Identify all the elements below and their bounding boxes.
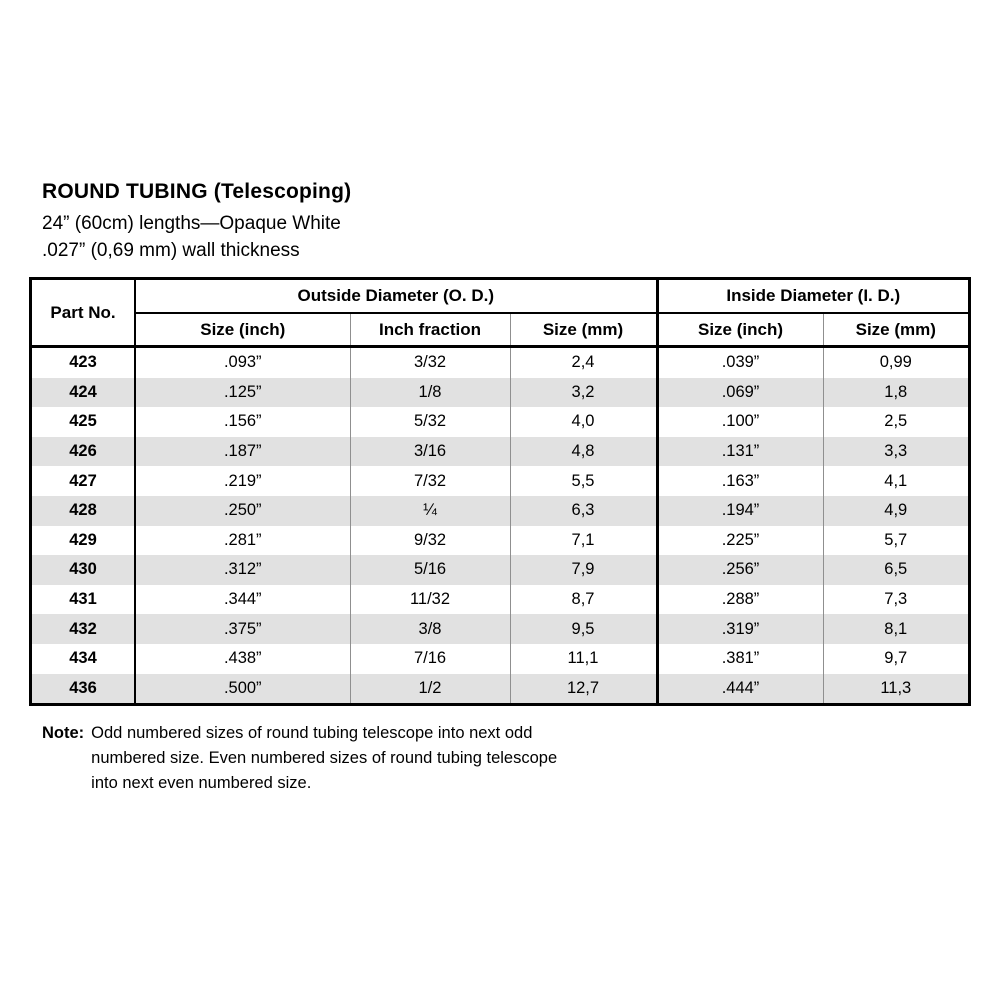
cell-part-no: 432 [69, 619, 97, 638]
cell-od-inch-fraction: 7/16 [350, 644, 510, 674]
table-row [31, 555, 969, 585]
cell-id-size-inch: .039” [657, 347, 823, 378]
cell-id-size-inch: .444” [657, 674, 823, 705]
table-row [31, 674, 969, 705]
cell-id-size-mm: 4,9 [823, 496, 969, 526]
cell-od-size-inch: .093” [135, 347, 350, 378]
col-group-inside-diameter: Inside Diameter (I. D.) [657, 279, 969, 313]
col-header-od-size-inch: Size (inch) [135, 313, 350, 347]
cell-part-no: 423 [69, 353, 97, 372]
cell-id-size-inch: .288” [657, 585, 823, 615]
cell-part-no: 431 [69, 590, 97, 609]
cell-od-size-inch: .156” [135, 407, 350, 437]
cell-od-inch-fraction: 3/32 [350, 347, 510, 378]
cell-id-size-mm: 9,7 [823, 644, 969, 674]
cell-od-size-inch: .344” [135, 585, 350, 615]
col-header-part-no: Part No. [31, 279, 135, 347]
table-row [31, 614, 969, 644]
cell-od-size-inch: .438” [135, 644, 350, 674]
cell-od-size-mm: 8,7 [510, 585, 657, 615]
cell-od-size-mm: 6,3 [510, 496, 657, 526]
cell-part-no: 425 [69, 412, 97, 431]
note [42, 721, 972, 796]
cell-id-size-mm: 4,1 [823, 466, 969, 496]
cell-od-size-mm: 12,7 [510, 674, 657, 705]
cell-od-inch-fraction: ¼ [350, 496, 510, 526]
cell-id-size-mm: 11,3 [823, 674, 969, 705]
cell-od-size-inch: .281” [135, 526, 350, 556]
cell-od-inch-fraction: 11/32 [350, 585, 510, 615]
note-line: into next even numbered size. [91, 774, 312, 793]
table-row [31, 378, 969, 408]
cell-id-size-mm: 3,3 [823, 437, 969, 467]
cell-id-size-mm: 8,1 [823, 614, 969, 644]
cell-od-inch-fraction: 9/32 [350, 526, 510, 556]
col-group-outside-diameter: Outside Diameter (O. D.) [135, 279, 657, 313]
cell-id-size-inch: .256” [657, 555, 823, 585]
cell-id-size-mm: 7,3 [823, 585, 969, 615]
cell-part-no: 429 [69, 530, 97, 549]
subtitle-lengths: 24” (60cm) lengths—Opaque White [42, 213, 341, 234]
table-row [31, 585, 969, 615]
cell-id-size-mm: 0,99 [823, 347, 969, 378]
cell-od-size-inch: .125” [135, 378, 350, 408]
cell-id-size-mm: 5,7 [823, 526, 969, 556]
cell-id-size-inch: .100” [657, 407, 823, 437]
content-block [42, 180, 972, 796]
cell-od-size-mm: 4,8 [510, 437, 657, 467]
cell-od-inch-fraction: 1/2 [350, 674, 510, 705]
group-header-row [31, 279, 969, 313]
cell-od-size-mm: 7,1 [510, 526, 657, 556]
cell-id-size-inch: .163” [657, 466, 823, 496]
cell-id-size-inch: .194” [657, 496, 823, 526]
subtitle-wall-thickness: .027” (0,69 mm) wall thickness [42, 240, 300, 261]
cell-id-size-mm: 6,5 [823, 555, 969, 585]
cell-od-size-mm: 9,5 [510, 614, 657, 644]
cell-part-no: 436 [69, 678, 97, 697]
cell-od-size-mm: 2,4 [510, 347, 657, 378]
cell-od-size-inch: .219” [135, 466, 350, 496]
note-label: Note: [42, 724, 85, 743]
cell-od-inch-fraction: 1/8 [350, 378, 510, 408]
cell-id-size-inch: .225” [657, 526, 823, 556]
table-row [31, 526, 969, 556]
cell-part-no: 430 [69, 560, 97, 579]
cell-od-inch-fraction: 5/32 [350, 407, 510, 437]
col-header-od-size-mm: Size (mm) [510, 313, 657, 347]
cell-od-size-inch: .375” [135, 614, 350, 644]
col-header-od-inch-fraction: Inch fraction [350, 313, 510, 347]
cell-id-size-inch: .319” [657, 614, 823, 644]
cell-od-inch-fraction: 3/8 [350, 614, 510, 644]
cell-part-no: 427 [69, 471, 97, 490]
cell-od-size-mm: 7,9 [510, 555, 657, 585]
cell-id-size-mm: 1,8 [823, 378, 969, 408]
note-line: Odd numbered sizes of round tubing telescope into next odd [91, 724, 533, 743]
cell-part-no: 434 [69, 649, 97, 668]
cell-id-size-inch: .131” [657, 437, 823, 467]
cell-part-no: 424 [69, 382, 97, 401]
cell-od-size-inch: .500” [135, 674, 350, 705]
table-header [31, 279, 969, 347]
table-row [31, 407, 969, 437]
cell-od-size-mm: 3,2 [510, 378, 657, 408]
table-row [31, 437, 969, 467]
cell-part-no: 426 [69, 442, 97, 461]
cell-od-size-mm: 5,5 [510, 466, 657, 496]
table-row [31, 644, 969, 674]
table-row [31, 496, 969, 526]
cell-id-size-inch: .381” [657, 644, 823, 674]
cell-od-size-inch: .250” [135, 496, 350, 526]
cell-od-size-inch: .187” [135, 437, 350, 467]
tubing-spec-table [30, 278, 970, 705]
spec-table-body [31, 347, 969, 705]
cell-od-inch-fraction: 5/16 [350, 555, 510, 585]
page-title: ROUND TUBING (Telescoping) [42, 180, 352, 203]
table-row [31, 466, 969, 496]
cell-id-size-mm: 2,5 [823, 407, 969, 437]
col-header-id-size-inch: Size (inch) [657, 313, 823, 347]
table-row [31, 347, 969, 378]
cell-od-size-mm: 4,0 [510, 407, 657, 437]
cell-id-size-inch: .069” [657, 378, 823, 408]
col-header-id-size-mm: Size (mm) [823, 313, 969, 347]
cell-od-inch-fraction: 7/32 [350, 466, 510, 496]
note-line: numbered size. Even numbered sizes of round tubing telescope [91, 749, 558, 768]
sub-header-row [31, 313, 969, 347]
note-text [91, 721, 557, 796]
cell-od-size-inch: .312” [135, 555, 350, 585]
cell-od-inch-fraction: 3/16 [350, 437, 510, 467]
cell-od-size-mm: 11,1 [510, 644, 657, 674]
cell-part-no: 428 [69, 501, 97, 520]
